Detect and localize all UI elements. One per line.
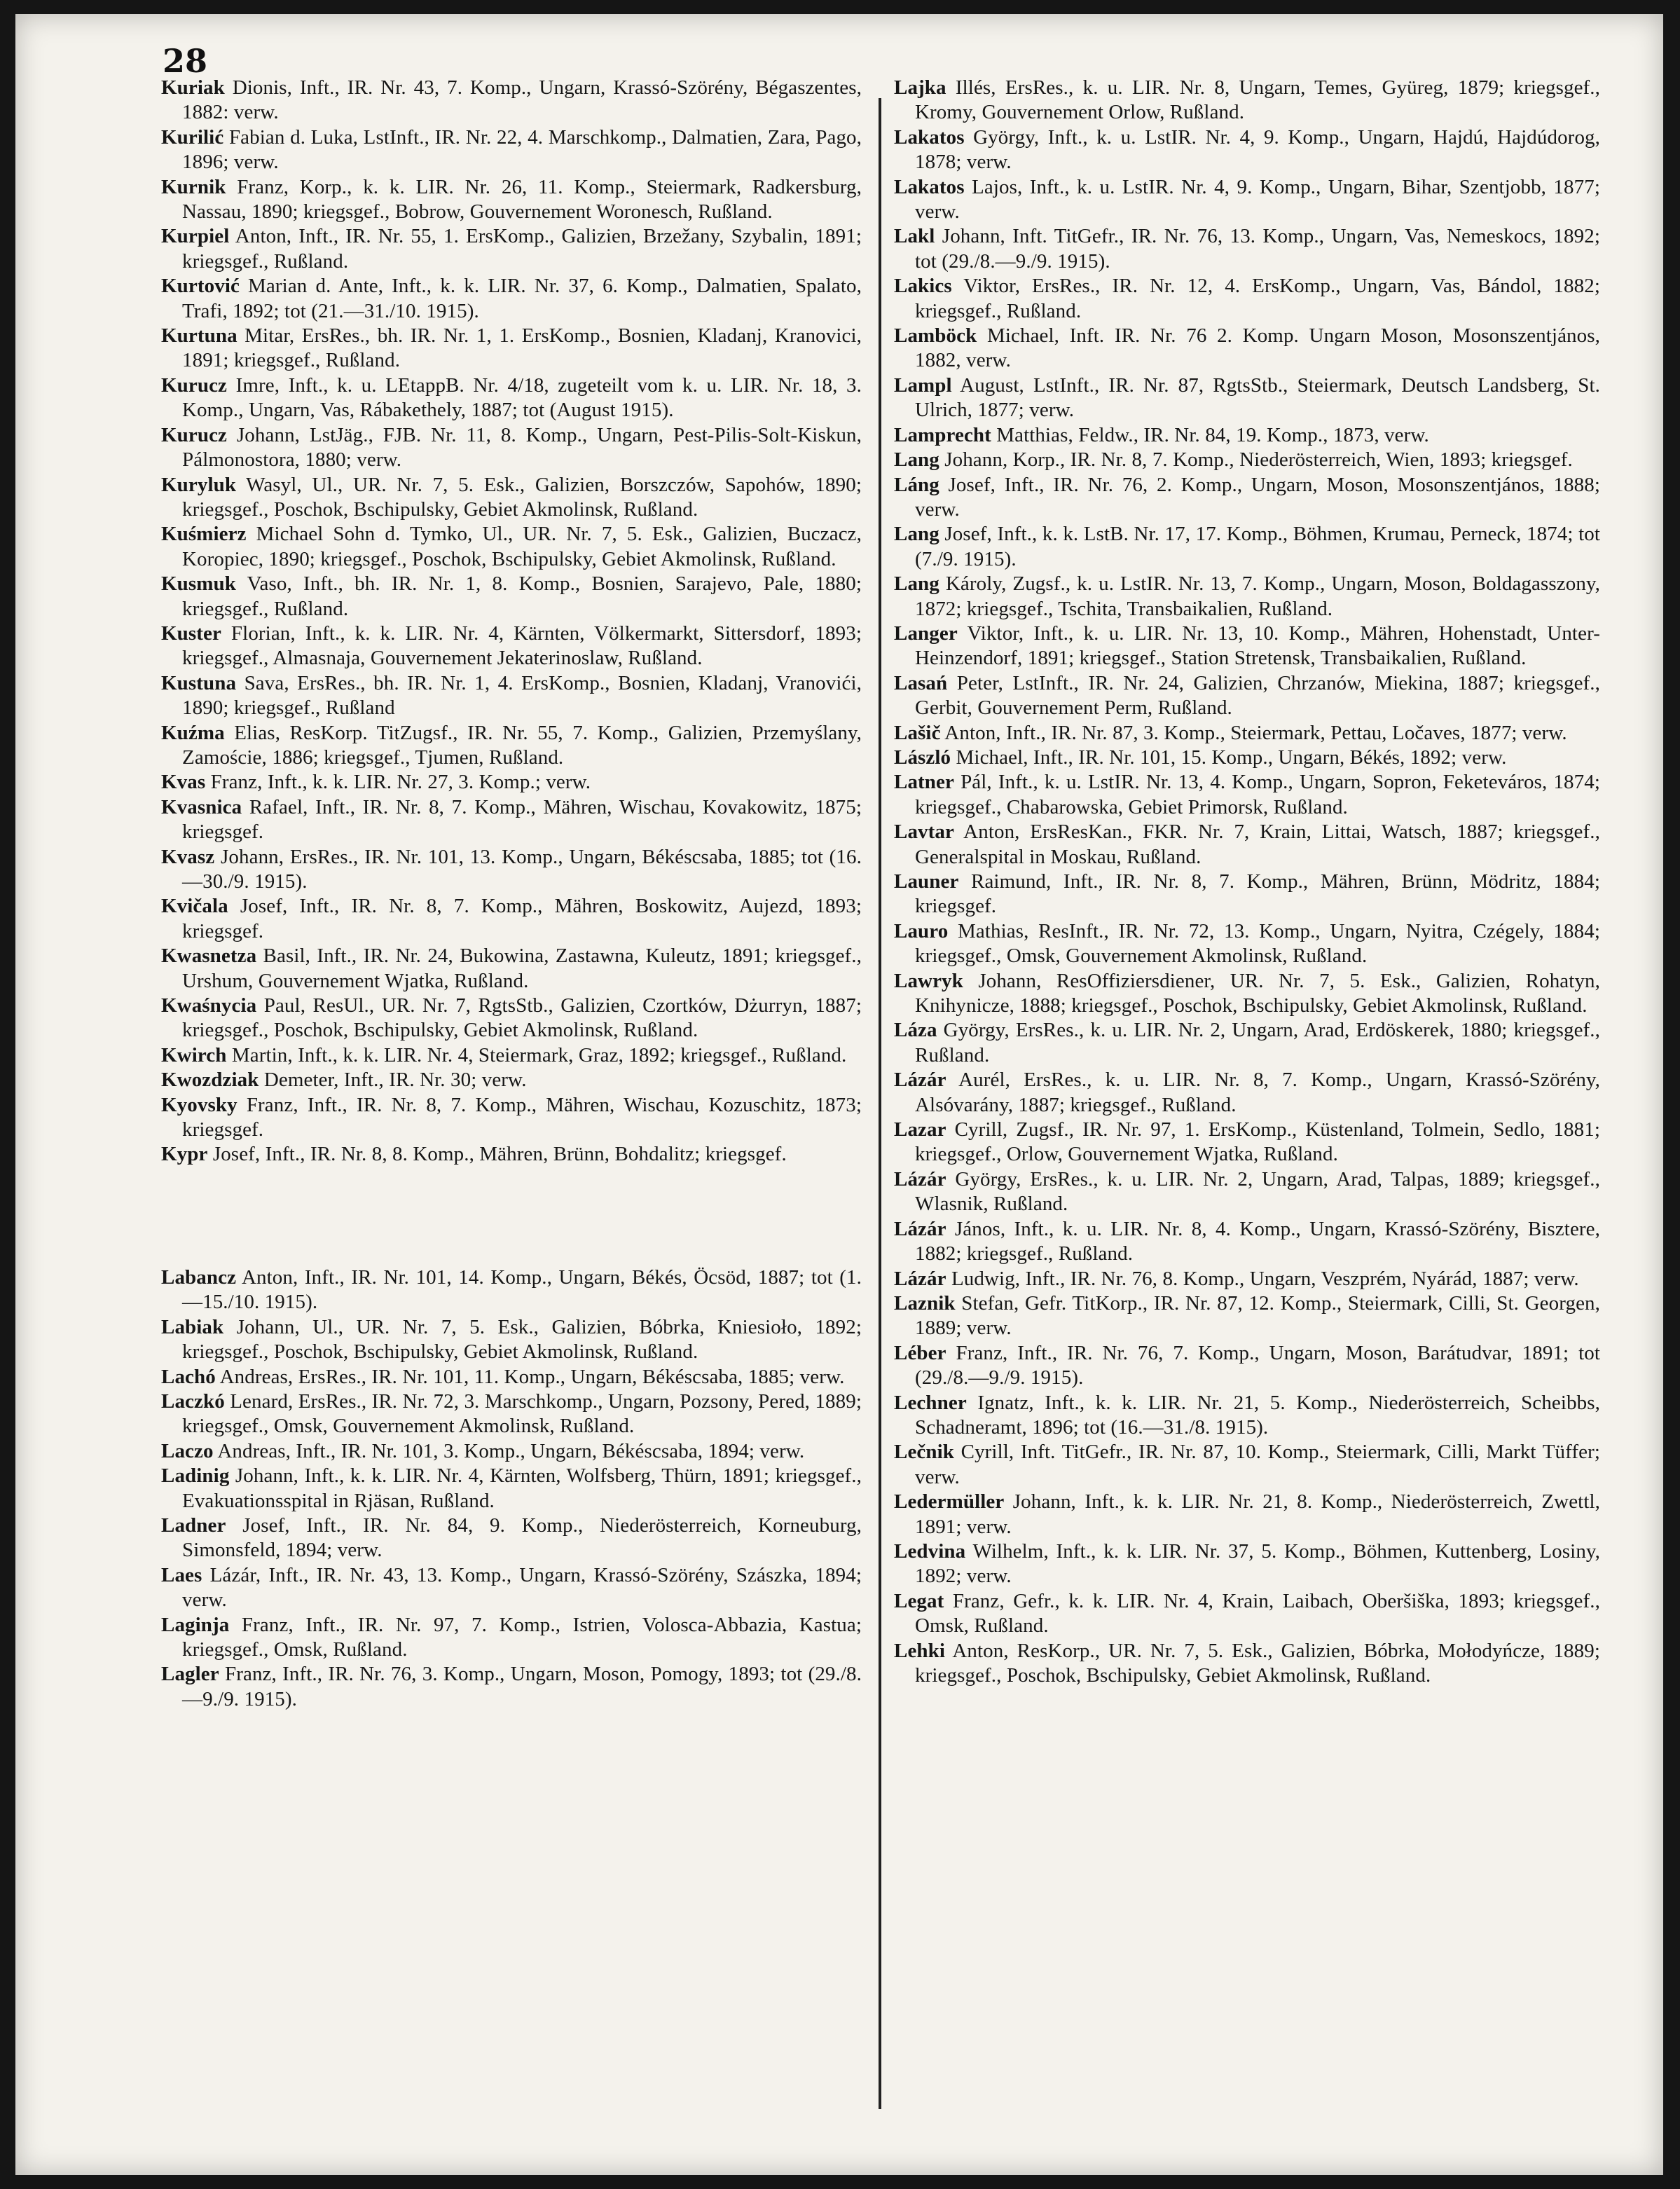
document-page xyxy=(15,14,1663,2175)
entry: Lazar Cyrill, Zugsf., IR. Nr. 97, 1. ErsKomp., Küstenland, Tolmein, Sedlo, 1881; kriegsgef., Orlow, Gouvernement Wjatka, Rußland. xyxy=(894,1118,1600,1166)
entry: Lauro Mathias, ResInft., IR. Nr. 72, 13. Komp., Ungarn, Nyitra, Czégely, 1884; kriegsgef., Omsk, Gouvernement Akmolinsk, Rußland. xyxy=(894,919,1600,968)
entry: Laczkó Lenard, ErsRes., IR. Nr. 72, 3. Marschkomp., Ungarn, Pozsony, Pered, 1889; kriegsgef., Omsk, Gouvernement Akmolinsk, Rußland. xyxy=(161,1389,862,1438)
entry: Lakics Viktor, ErsRes., IR. Nr. 12, 4. ErsKomp., Ungarn, Vas, Bándol, 1882; kriegsgef., Rußland. xyxy=(894,275,1600,322)
entry: Léber Franz, Inft., IR. Nr. 76, 7. Komp., Ungarn, Moson, Barátudvar, 1891; tot (29./8.—9./9. 1915). xyxy=(894,1341,1600,1389)
entry: Kvasnica Rafael, Inft., IR. Nr. 8, 7. Komp., Mähren, Wischau, Kovakowitz, 1875; kriegsgef. xyxy=(161,795,862,844)
entry: Kuśmierz Michael Sohn d. Tymko, Ul., UR. Nr. 7, 5. Esk., Galizien, Buczacz, Koropiec, 1890; kriegsgef., Poschok, Bschipulsky, Gebiet Akmolinsk, Rußland. xyxy=(161,523,862,570)
entry: Lajka Illés, ErsRes., k. u. LIR. Nr. 8, Ungarn, Temes, Gyüreg, 1879; kriegsgef., Kromy, Gouvernement Orlow, Rußland. xyxy=(894,76,1600,124)
entry: Lawryk Johann, ResOffiziersdiener, UR. Nr. 7, 5. Esk., Galizien, Rohatyn, Knihynicze, 1888; kriegsgef., Poschok, Bschipulsky, Gebiet Akmolinsk, Rußland. xyxy=(894,969,1600,1017)
entry: Kusmuk Vaso, Inft., bh. IR. Nr. 1, 8. Komp., Bosnien, Sarajevo, Pale, 1880; kriegsgef., Rußland. xyxy=(161,572,862,620)
entry: Kuster Florian, Inft., k. k. LIR. Nr. 4, Kärnten, Völkermarkt, Sittersdorf, 1893; kriegsgef., Almasnaja, Gouvernement Jekaterinoslaw, Rußland. xyxy=(161,622,862,670)
column-divider xyxy=(879,98,881,2109)
entry: Kwirch Martin, Inft., k. k. LIR. Nr. 4, Steiermark, Graz, 1892; kriegsgef., Rußland. xyxy=(161,1043,847,1066)
entry: Kurtuna Mitar, ErsRes., bh. IR. Nr. 1, 1. ErsKomp., Bosnien, Kladanj, Kranovici, 1891; kriegsgef., Rußland. xyxy=(161,324,862,372)
entry: Kypr Josef, Inft., IR. Nr. 8, 8. Komp., Mähren, Brünn, Bohdalitz; kriegsgef. xyxy=(161,1143,787,1166)
entry: Kyovsky Franz, Inft., IR. Nr. 8, 7. Komp., Mähren, Wischau, Kozuschitz, 1873; kriegsgef. xyxy=(161,1093,862,1141)
entry: Kurnik Franz, Korp., k. k. LIR. Nr. 26, 11. Komp., Steiermark, Radkersburg, Nassau, 1890; kriegsgef., Bobrow, Gouvernement Woronesch, Rußland. xyxy=(161,175,862,224)
page-number: 28 xyxy=(163,42,208,80)
entry: Lechner Ignatz, Inft., k. k. LIR. Nr. 21, 5. Komp., Niederösterreich, Scheibbs, Schadneramt, 1896; tot (16.—31./8. 1915). xyxy=(894,1391,1600,1439)
entry: Lang Josef, Inft., k. k. LstB. Nr. 17, 17. Komp., Böhmen, Krumau, Perneck, 1874; tot (7./9. 1915). xyxy=(894,523,1600,570)
entry: Kvasz Johann, ErsRes., IR. Nr. 101, 13. Komp., Ungarn, Békéscsaba, 1885; tot (16.—30./9. 1915). xyxy=(161,845,862,893)
entry: Laczo Andreas, Inft., IR. Nr. 101, 3. Komp., Ungarn, Békéscsaba, 1894; verw. xyxy=(161,1439,805,1462)
entry: Laznik Stefan, Gefr. TitKorp., IR. Nr. 87, 12. Komp., Steiermark, Cilli, St. Georgen, 1889; verw. xyxy=(894,1291,1600,1340)
entry: Ledermüller Johann, Inft., k. k. LIR. Nr. 21, 8. Komp., Niederösterreich, Zwettl, 1891; verw. xyxy=(894,1490,1600,1538)
entry: Kurucz Imre, Inft., k. u. LEtappB. Nr. 4/18, zugeteilt vom k. u. LIR. Nr. 18, 3. Komp., Ungarn, Vas, Rábakethely, 1887; tot (August 1915). xyxy=(161,373,862,422)
section-gap xyxy=(161,1167,862,1265)
entry: Lakl Johann, Inft. TitGefr., IR. Nr. 76, 13. Komp., Ungarn, Vas, Nemeskocs, 1892; tot (29./8.—9./9. 1915). xyxy=(894,225,1600,273)
entry: Lagler Franz, Inft., IR. Nr. 76, 3. Komp., Ungarn, Moson, Pomogy, 1893; tot (29./8.—9./9. 1915). xyxy=(161,1663,862,1710)
entry: Latner Pál, Inft., k. u. LstIR. Nr. 13, 4. Komp., Ungarn, Sopron, Feketeváros, 1874; kriegsgef., Chabarowska, Gebiet Primorsk, Rußland. xyxy=(894,771,1600,818)
entry: Lampl August, LstInft., IR. Nr. 87, RgtsStb., Steiermark, Deutsch Landsberg, St. Ulrich, 1877; verw. xyxy=(894,373,1600,422)
entry: Lachó Andreas, ErsRes., IR. Nr. 101, 11. Komp., Ungarn, Békéscsaba, 1885; verw. xyxy=(161,1365,845,1388)
entry: Ladinig Johann, Inft., k. k. LIR. Nr. 4, Kärnten, Wolfsberg, Thürn, 1891; kriegsgef., Evakuationsspital in Rjäsan, Rußland. xyxy=(161,1464,862,1512)
entry: Kuźma Elias, ResKorp. TitZugsf., IR. Nr. 55, 7. Komp., Galizien, Przemyślany, Zamoście, 1886; kriegsgef., Tjumen, Rußland. xyxy=(161,721,862,769)
entry: Ladner Josef, Inft., IR. Nr. 84, 9. Komp., Niederösterreich, Korneuburg, Simonsfeld, 1894; verw. xyxy=(161,1514,862,1562)
entry: Kwaśnycia Paul, ResUl., UR. Nr. 7, RgtsStb., Galizien, Czortków, Dżurryn, 1887; kriegsgef., Poschok, Bschipulsky, Gebiet Akmolinsk, Rußland. xyxy=(161,994,862,1042)
entry: Labiak Johann, Ul., UR. Nr. 7, 5. Esk., Galizien, Bóbrka, Kniesioło, 1892; kriegsgef., Poschok, Bschipulsky, Gebiet Akmolinsk, Rußland. xyxy=(161,1315,862,1364)
entry: Lakatos György, Inft., k. u. LstIR. Nr. 4, 9. Komp., Ungarn, Hajdú, Hajdúdorog, 1878; verw. xyxy=(894,125,1600,174)
entry: Lečnik Cyrill, Inft. TitGefr., IR. Nr. 87, 10. Komp., Steiermark, Cilli, Markt Tüffer; verw. xyxy=(894,1441,1600,1488)
entry: Kvas Franz, Inft., k. k. LIR. Nr. 27, 3. Komp.; verw. xyxy=(161,771,591,794)
entry: Lázár Ludwig, Inft., IR. Nr. 76, 8. Komp., Ungarn, Veszprém, Nyárád, 1887; verw. xyxy=(894,1267,1579,1290)
entry: Láng Josef, Inft., IR. Nr. 76, 2. Komp., Ungarn, Moson, Mosonszentjános, 1888; verw. xyxy=(894,473,1600,521)
entry: Kustuna Sava, ErsRes., bh. IR. Nr. 1, 4. ErsKomp., Bosnien, Kladanj, Vranovići, 1890; kriegsgef., Rußland xyxy=(161,671,862,720)
entry: Laes Lázár, Inft., IR. Nr. 43, 13. Komp., Ungarn, Krassó-Szörény, Szászka, 1894; verw. xyxy=(161,1563,862,1612)
entry: Kvičala Josef, Inft., IR. Nr. 8, 7. Komp., Mähren, Boskowitz, Aujezd, 1893; kriegsgef. xyxy=(161,895,862,942)
entry: Langer Viktor, Inft., k. u. LIR. Nr. 13, 10. Komp., Mähren, Hohenstadt, Unter-Heinzendorf, 1891; kriegsgef., Station Stretensk, Transbaikalien, Rußland. xyxy=(894,622,1600,670)
entry: Lang Johann, Korp., IR. Nr. 8, 7. Komp., Niederösterreich, Wien, 1893; kriegsgef. xyxy=(894,448,1573,472)
left-column xyxy=(161,76,862,1712)
entry: Lehki Anton, ResKorp., UR. Nr. 7, 5. Esk., Galizien, Bóbrka, Mołodyńcze, 1889; kriegsgef., Poschok, Bschipulsky, Gebiet Akmolinsk, Rußland. xyxy=(894,1639,1600,1687)
entry: Kurilić Fabian d. Luka, LstInft., IR. Nr. 22, 4. Marschkomp., Dalmatien, Zara, Pago, 1896; verw. xyxy=(161,125,862,174)
entry: Lamböck Michael, Inft. IR. Nr. 76 2. Komp. Ungarn Moson, Mosonszentjános, 1882, verw. xyxy=(894,324,1600,372)
entry: Ledvina Wilhelm, Inft., k. k. LIR. Nr. 37, 5. Komp., Böhmen, Kuttenberg, Losiny, 1892; verw. xyxy=(894,1539,1600,1588)
entry: Lázár Aurél, ErsRes., k. u. LIR. Nr. 8, 7. Komp., Ungarn, Krassó-Szörény, Alsóvarány, 1887; kriegsgef., Rußland. xyxy=(894,1069,1600,1116)
entry: Láza György, ErsRes., k. u. LIR. Nr. 2, Ungarn, Arad, Erdöskerek, 1880; kriegsgef., Rußland. xyxy=(894,1019,1600,1066)
entry: Lamprecht Matthias, Feldw., IR. Nr. 84, 19. Komp., 1873, verw. xyxy=(894,423,1429,446)
entry: Lasań Peter, LstInft., IR. Nr. 24, Galizien, Chrzanów, Miekina, 1887; kriegsgef., Gerbit, Gouvernement Perm, Rußland. xyxy=(894,671,1600,720)
entry: Legat Franz, Gefr., k. k. LIR. Nr. 4, Krain, Laibach, Oberšiška, 1893; kriegsgef., Omsk, Rußland. xyxy=(894,1589,1600,1638)
right-column xyxy=(894,76,1600,1688)
entry: Kuriak Dionis, Inft., IR. Nr. 43, 7. Komp., Ungarn, Krassó-Szörény, Bégaszentes, 1882: verw. xyxy=(161,76,862,124)
entry: Lašič Anton, Inft., IR. Nr. 87, 3. Komp., Steiermark, Pettau, Ločaves, 1877; verw. xyxy=(894,721,1567,744)
entry: Kurucz Johann, LstJäg., FJB. Nr. 11, 8. Komp., Ungarn, Pest-Pilis-Solt-Kiskun, Pálmonostora, 1880; verw. xyxy=(161,423,862,472)
entry: Kurtović Marian d. Ante, Inft., k. k. LIR. Nr. 37, 6. Komp., Dalmatien, Spalato, Trafi, 1892; tot (21.—31./10. 1915). xyxy=(161,275,862,322)
entry: Labancz Anton, Inft., IR. Nr. 101, 14. Komp., Ungarn, Békés, Öcsöd, 1887; tot (1.—15./10. 1915). xyxy=(161,1265,862,1314)
entry: Kwasnetza Basil, Inft., IR. Nr. 24, Bukowina, Zastawna, Kuleutz, 1891; kriegsgef., Urshum, Gouvernement Wjatka, Rußland. xyxy=(161,945,862,992)
entry: Kurpiel Anton, Inft., IR. Nr. 55, 1. ErsKomp., Galizien, Brzežany, Szybalin, 1891; kriegsgef., Rußland. xyxy=(161,225,862,273)
entry: Kwozdziak Demeter, Inft., IR. Nr. 30; verw. xyxy=(161,1069,527,1092)
entry: Lázár János, Inft., k. u. LIR. Nr. 8, 4. Komp., Ungarn, Krassó-Szörény, Bisztere, 1882; kriegsgef., Rußland. xyxy=(894,1217,1600,1265)
entry: Launer Raimund, Inft., IR. Nr. 8, 7. Komp., Mähren, Brünn, Mödritz, 1884; kriegsgef. xyxy=(894,870,1600,918)
entry: Lázár György, ErsRes., k. u. LIR. Nr. 2, Ungarn, Arad, Talpas, 1889; kriegsgef., Wlasnik, Rußland. xyxy=(894,1167,1600,1216)
entry: Lang Károly, Zugsf., k. u. LstIR. Nr. 13, 7. Komp., Ungarn, Moson, Boldagasszony, 1872; kriegsgef., Tschita, Transbaikalien, Rußland. xyxy=(894,572,1600,620)
entry: László Michael, Inft., IR. Nr. 101, 15. Komp., Ungarn, Békés, 1892; verw. xyxy=(894,746,1507,769)
entry: Lakatos Lajos, Inft., k. u. LstIR. Nr. 4, 9. Komp., Ungarn, Bihar, Szentjobb, 1877; verw. xyxy=(894,175,1600,224)
entry: Kuryluk Wasyl, Ul., UR. Nr. 7, 5. Esk., Galizien, Borszczów, Sapohów, 1890; kriegsgef., Poschok, Bschipulsky, Gebiet Akmolinsk, Rußland. xyxy=(161,473,862,521)
entry: Laginja Franz, Inft., IR. Nr. 97, 7. Komp., Istrien, Volosca-Abbazia, Kastua; kriegsgef., Omsk, Rußland. xyxy=(161,1613,862,1661)
entry: Lavtar Anton, ErsResKan., FKR. Nr. 7, Krain, Littai, Watsch, 1887; kriegsgef., Generalspital in Moskau, Rußland. xyxy=(894,821,1600,868)
